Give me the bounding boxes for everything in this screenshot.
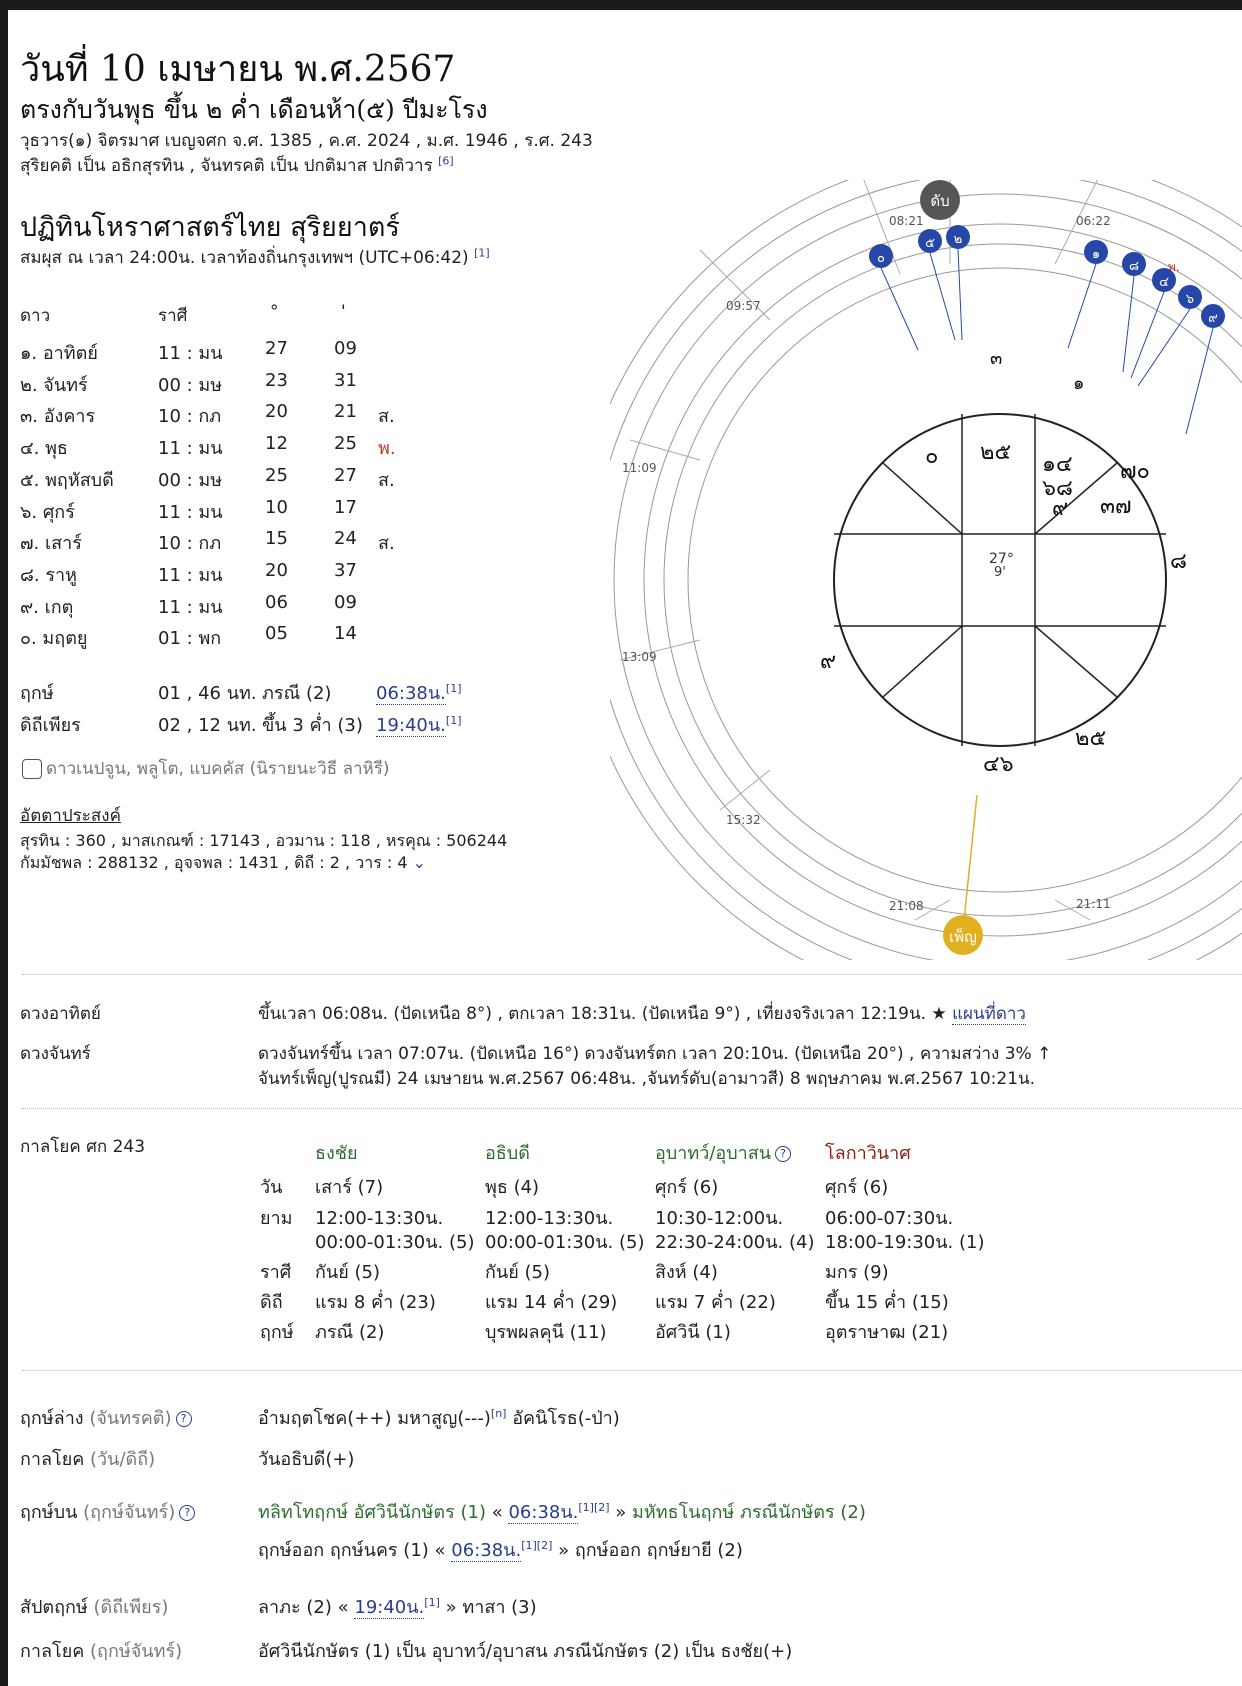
kalayoga-cell: 22:30-24:00น. (4) xyxy=(655,1232,815,1253)
kala-title: กาลโยค xyxy=(20,1449,85,1470)
outer-planets-label: ดาวเนปจูน, พลูโต, แบคคัส (นิรายนะวิธี ลาหิรี) xyxy=(46,759,390,779)
kalayoga-cell: ศุกร์ (6) xyxy=(825,1177,889,1198)
sapta-value xyxy=(258,1592,537,1621)
house-number: ๒๕ xyxy=(1075,726,1107,751)
sapta-title: สัปตฤกษ์ xyxy=(20,1597,88,1618)
kalayoga-cell: 00:00-01:30น. (5) xyxy=(315,1232,475,1253)
planet-marker: ๕ xyxy=(925,236,935,251)
row-sign: 11 : มน xyxy=(158,597,223,618)
chart-full-moon-label: เพ็ญ xyxy=(949,928,977,946)
chart-time-label: 06:22 xyxy=(1076,214,1111,228)
kalayoga-header: โลกาวินาศ xyxy=(825,1143,911,1164)
calendar-ref-link[interactable]: [6] xyxy=(438,154,454,168)
kalayoga-cell: ขึ้น 15 ค่ำ (15) xyxy=(825,1292,949,1313)
row-minute: 09 xyxy=(334,592,357,613)
kala2-label xyxy=(20,1636,182,1665)
sapta-sub: (ดิถีเพียร) xyxy=(93,1597,169,1618)
row-degree: 05 xyxy=(265,623,288,644)
row-sign: 10 : กภ xyxy=(158,533,222,554)
row-sign: 01 : พก xyxy=(158,628,222,649)
row-minute: 37 xyxy=(334,560,357,581)
row-name: ๔. พุธ xyxy=(20,438,68,459)
chart-time-label: 09:57 xyxy=(726,299,761,313)
upper-lerk-line2 xyxy=(258,1535,743,1564)
upper-lerk-line1 xyxy=(258,1497,866,1526)
chart-time-label: 15:32 xyxy=(726,813,761,827)
kalayoga-cell: ศุกร์ (6) xyxy=(655,1177,719,1198)
kala2-value: อัศวินีนักษัตร (1) เป็น อุบาทว์/อุบาสน ภรณีนักษัตร (2) เป็น ธงชัย(+) xyxy=(258,1641,793,1662)
kalayoga-row-label: ฤกษ์ xyxy=(260,1322,294,1343)
kalayoga-cell: 00:00-01:30น. (5) xyxy=(485,1232,645,1253)
planet-marker: ๐ xyxy=(877,251,885,266)
row-name: ๒. จันทร์ xyxy=(20,375,88,396)
row-flag-retrograde: พ. xyxy=(378,438,396,459)
col-header-planet: ดาว xyxy=(20,306,51,326)
kalayoga-cell: แรม 14 ค่ำ (29) xyxy=(485,1292,618,1313)
divider xyxy=(22,974,1242,975)
sun-text: ขึ้นเวลา 06:08น. (ปัดเหนือ 8°) , ตกเวลา 18:31น. (ปัดเหนือ 9°) , เที่ยงจริงเวลา 12:19น. ★ xyxy=(258,1004,947,1024)
dithi-name: ขึ้น 3 ค่ำ (3) xyxy=(262,715,363,736)
row-name: ๙. เกตุ xyxy=(20,597,74,618)
upper-lerk-2a: ฤกษ์ออก ฤกษ์นคร (1) xyxy=(258,1540,429,1561)
row-minute: 17 xyxy=(334,497,357,518)
lower-lerk-text2: อัคนิโรธ(-ป่า) xyxy=(512,1408,620,1429)
row-name: ๐. มฤตยู xyxy=(20,628,88,649)
row-flag: ส. xyxy=(378,406,395,427)
dithi-label: ดิถีเพียร xyxy=(20,715,81,736)
row-sign: 00 : มษ xyxy=(158,375,223,396)
sapta-time-link[interactable]: 19:40น. xyxy=(354,1597,425,1618)
era-line: วุธวาร(๑) จิตรมาศ เบญจศก จ.ศ. 1385 , ค.ศ. 2024 , ม.ศ. 1946 , ร.ศ. 243 xyxy=(20,131,593,151)
upper-lerk-2-ref-link[interactable]: [1][2] xyxy=(521,1539,553,1552)
chevron-down-icon[interactable]: ⌄ xyxy=(412,853,427,872)
kalayoga-cell: มกร (9) xyxy=(825,1262,889,1283)
planet-marker: ๖ xyxy=(1185,292,1195,307)
kalayoga-header-ubat xyxy=(655,1138,791,1167)
sapta-ref-link[interactable]: [1] xyxy=(424,1596,440,1609)
calendar-line xyxy=(20,152,454,179)
chart-retro-mark: พ. xyxy=(1168,260,1180,274)
ephemeris-title: ปฏิทินโหราศาสตร์ไทย สุริยยาตร์ xyxy=(20,212,400,243)
help-icon[interactable]: ? xyxy=(775,1146,791,1162)
row-sign: 11 : มน xyxy=(158,502,223,523)
row-minute: 24 xyxy=(334,528,357,549)
kalayoga-cell: กันย์ (5) xyxy=(485,1262,550,1283)
house-number: ๖๘ xyxy=(1042,476,1073,501)
kalayoga-row-label: ยาม xyxy=(260,1208,293,1229)
help-icon[interactable]: ? xyxy=(179,1505,195,1521)
kala2-title: กาลโยค xyxy=(20,1641,85,1662)
row-sign: 11 : มน xyxy=(158,438,223,459)
lerk-ref-link[interactable]: [1] xyxy=(445,682,462,695)
row-name: ๘. ราหู xyxy=(20,565,77,586)
row-minute: 09 xyxy=(334,338,357,359)
moon-text1: ดวงจันทร์ขึ้น เวลา 07:07น. (ปัดเหนือ 16°) ดวงจันทร์ตก เวลา 20:10น. (ปัดเหนือ 20°) , ความสว่าง 3% ↑ xyxy=(258,1044,1052,1064)
col-header-degree: ° xyxy=(270,302,279,322)
row-degree: 10 xyxy=(265,497,288,518)
sapta-label xyxy=(20,1592,168,1621)
page-title: วันที่ 10 เมษายน พ.ศ.2567 xyxy=(20,49,456,90)
upper-lerk-b: มหัทธโนฤกษ์ ภรณีนักษัตร (2) xyxy=(632,1502,866,1523)
house-number: ๑๔ xyxy=(1042,452,1073,477)
dithi-time-link[interactable]: 19:40น. xyxy=(376,715,446,736)
double-right-icon: » xyxy=(615,1502,627,1523)
calendar-text: สุริยคติ เป็น อธิกสุรทิน , จันทรคติ เป็น ปกติมาส ปกติวาร xyxy=(20,156,433,176)
row-name: ๑. อาทิตย์ xyxy=(20,343,98,364)
row-minute: 21 xyxy=(334,401,357,422)
lower-lerk-ref-link[interactable]: [n] xyxy=(490,1407,507,1420)
house-number: ๗๐ xyxy=(1120,459,1150,484)
row-sign: 10 : กภ xyxy=(158,406,222,427)
dithi-time xyxy=(376,710,462,739)
lerk-value: 01 , 46 นท. xyxy=(158,683,257,704)
ring-label: ๓ xyxy=(990,348,1003,369)
ephemeris-subtitle-text: สมผุส ณ เวลา 24:00น. เวลาท้องถิ่นกรุงเทพฯ (UTC+06:42) xyxy=(20,248,469,268)
outer-planets-checkbox[interactable] xyxy=(22,755,390,782)
kalayoga-cell: 10:30-12:00น. xyxy=(655,1208,784,1229)
row-minute: 31 xyxy=(334,370,357,391)
kalayoga-cell: บุรพผลคุนี (11) xyxy=(485,1322,607,1343)
col-header-sign: ราศี xyxy=(158,306,188,326)
row-sign: 11 : มน xyxy=(158,343,223,364)
double-left-icon: « xyxy=(491,1502,503,1523)
kalayoga-cell: 06:00-07:30น. xyxy=(825,1208,954,1229)
kalayoga-row-label: ดิถี xyxy=(260,1292,283,1313)
kalayoga-row-label: วัน xyxy=(260,1177,283,1198)
upper-lerk-sub: (ฤกษ์จันทร์) xyxy=(83,1502,176,1523)
planet-marker: ๔ xyxy=(1159,275,1169,290)
dithi-value: 02 , 12 นท. xyxy=(158,715,257,736)
row-degree: 15 xyxy=(265,528,288,549)
lower-lerk-text: อำมฤตโชค(++) มหาสูญ(---) xyxy=(258,1408,491,1429)
upper-lerk-label xyxy=(20,1497,195,1526)
house-number: ๙ xyxy=(1052,496,1069,521)
chart-time-label: 13:09 xyxy=(622,650,657,664)
row-name: ๕. พฤหัสบดี xyxy=(20,470,114,491)
sapta-a: ลาภะ (2) xyxy=(258,1597,332,1618)
house-number: ๔๖ xyxy=(983,752,1014,777)
upper-lerk-time-link[interactable]: 06:38น. xyxy=(508,1502,579,1523)
kalayoga-cell: 18:00-19:30น. (1) xyxy=(825,1232,985,1253)
row-flag: ส. xyxy=(378,533,395,554)
star-map-link[interactable]: แผนที่ดาว xyxy=(952,1004,1026,1024)
double-left-icon: « xyxy=(337,1597,349,1618)
house-number: ๓๗ xyxy=(1100,494,1132,519)
ring-label: ๑ xyxy=(1073,373,1085,394)
kala2-sub: (ฤกษ์จันทร์) xyxy=(90,1641,183,1662)
kala-label xyxy=(20,1444,155,1473)
kala-value: วันอธิบดี(+) xyxy=(258,1449,355,1470)
planet-marker: ๒ xyxy=(953,232,963,247)
top-border xyxy=(0,0,1242,10)
planet-marker: ๑ xyxy=(1091,247,1101,262)
row-sign: 11 : มน xyxy=(158,565,223,586)
house-number: ๘ xyxy=(1170,549,1187,574)
dithi-ref-link[interactable]: [1] xyxy=(445,714,462,727)
kalayoga-cell: 12:00-13:30น. xyxy=(315,1208,444,1229)
kalayoga-cell: เสาร์ (7) xyxy=(315,1177,384,1198)
planet-marker: ๙ xyxy=(1208,311,1218,326)
moon-label: ดวงจันทร์ xyxy=(20,1044,91,1064)
checkbox-icon[interactable] xyxy=(22,759,42,779)
kalayoga-header: อธิบดี xyxy=(485,1143,530,1164)
kalayoga-cell: แรม 8 ค่ำ (23) xyxy=(315,1292,436,1313)
house-number: ๙ xyxy=(820,649,837,674)
upper-lerk-title: ฤกษ์บน xyxy=(20,1502,78,1523)
lerk-time xyxy=(376,678,462,707)
double-right-icon: » xyxy=(558,1540,570,1561)
horoscope-chart xyxy=(610,180,1242,960)
upper-lerk-2-time-link[interactable]: 06:38น. xyxy=(451,1540,522,1561)
row-minute: 14 xyxy=(334,623,357,644)
row-sign: 00 : มษ xyxy=(158,470,223,491)
row-minute: 25 xyxy=(334,433,357,454)
kalayoga-cell: อุตราษาฒ (21) xyxy=(825,1322,949,1343)
sun-info xyxy=(258,1000,1026,1027)
lerk-time-link[interactable]: 06:38น. xyxy=(376,683,446,704)
ephemeris-ref-link[interactable]: [1] xyxy=(474,246,490,260)
planet-marker: ๘ xyxy=(1128,259,1140,274)
kalayoga-header: อุบาทว์/อุบาสน xyxy=(655,1143,772,1164)
ephemeris-subtitle xyxy=(20,244,490,271)
ahargana-line2 xyxy=(20,851,426,876)
row-degree: 06 xyxy=(265,592,288,613)
kalayoga-header: ธงชัย xyxy=(315,1143,358,1164)
chart-time-label: 21:11 xyxy=(1076,897,1111,911)
kalayoga-cell: ภรณี (2) xyxy=(315,1322,385,1343)
upper-lerk-ref-link[interactable]: [1][2] xyxy=(578,1501,610,1514)
row-minute: 27 xyxy=(334,465,357,486)
row-degree: 12 xyxy=(265,433,288,454)
upper-lerk-2b: ฤกษ์ออก ฤกษ์ยายี (2) xyxy=(574,1540,743,1561)
chart-time-label: 11:09 xyxy=(622,461,657,475)
kalayoga-cell: พุธ (4) xyxy=(485,1177,540,1198)
chart-time-label: 08:21 xyxy=(889,214,924,228)
moon-text2: จันทร์เพ็ญ(ปูรณมี) 24 เมษายน พ.ศ.2567 06:48น. ,จันทร์ดับ(อามาวสี) 8 พฤษภาคม พ.ศ.2567 10:21น. xyxy=(258,1069,1036,1089)
lower-lerk-label xyxy=(20,1403,192,1432)
kalayoga-cell: แรม 7 ค่ำ (22) xyxy=(655,1292,776,1313)
kalayoga-cell: 12:00-13:30น. xyxy=(485,1208,614,1229)
kalayoga-row-label: ราศี xyxy=(260,1262,292,1283)
row-name: ๗. เสาร์ xyxy=(20,533,82,554)
chart-time-label: 21:08 xyxy=(889,899,924,913)
kalayoga-cell: อัศวินี (1) xyxy=(655,1322,731,1343)
divider xyxy=(22,1108,1242,1109)
help-icon[interactable]: ? xyxy=(176,1411,192,1427)
kalayoga-cell: กันย์ (5) xyxy=(315,1262,380,1283)
kala-sub: (วัน/ดิถี) xyxy=(90,1449,156,1470)
upper-lerk-a: ทลิทโทฤกษ์ อัศวินีนักษัตร (1) xyxy=(258,1502,486,1523)
divider xyxy=(22,1370,1242,1371)
row-degree: 23 xyxy=(265,370,288,391)
row-degree: 27 xyxy=(265,338,288,359)
row-flag: ส. xyxy=(378,470,395,491)
kalayoga-label: กาลโยค ศก 243 xyxy=(20,1137,146,1157)
double-right-icon: » xyxy=(445,1597,457,1618)
ahargana-line2-text: กัมมัชพล : 288132 , อุจจพล : 1431 , ดิถี : 2 , วาร : 4 xyxy=(20,853,408,872)
row-name: ๖. ศุกร์ xyxy=(20,502,75,523)
double-left-icon: « xyxy=(434,1540,446,1561)
lerk-label: ฤกษ์ xyxy=(20,683,54,704)
sapta-b: ทาสา (3) xyxy=(462,1597,537,1618)
lower-lerk-value xyxy=(258,1403,620,1432)
house-number: ๐ xyxy=(925,444,939,469)
row-degree: 20 xyxy=(265,401,288,422)
chart-center-degree: 27° xyxy=(989,551,1014,567)
kalayoga-cell: สิงห์ (4) xyxy=(655,1262,718,1283)
lower-lerk-title: ฤกษ์ล่าง xyxy=(20,1408,84,1429)
lower-lerk-sub: (จันทรคติ) xyxy=(89,1408,172,1429)
house-number: ๒๕ xyxy=(980,440,1012,465)
col-header-minute: ' xyxy=(341,302,346,322)
left-border xyxy=(0,0,8,1686)
lunar-date: ตรงกับวันพุธ ขึ้น ๒ ค่ำ เดือนห้า(๕) ปีมะโรง xyxy=(20,95,488,124)
lerk-name: ภรณี (2) xyxy=(262,683,332,704)
ahargana-title[interactable]: อัตตาประสงค์ xyxy=(20,806,121,826)
row-degree: 20 xyxy=(265,560,288,581)
ahargana-line1: สุรทิน : 360 , มาสเกณฑ์ : 17143 , อวมาน : 118 , หรคุณ : 506244 xyxy=(20,831,508,850)
row-degree: 25 xyxy=(265,465,288,486)
row-name: ๓. อังคาร xyxy=(20,406,96,427)
chart-center-minute: 9' xyxy=(994,565,1006,580)
sun-label: ดวงอาทิตย์ xyxy=(20,1004,101,1024)
chart-new-moon-label: ดับ xyxy=(930,192,950,210)
